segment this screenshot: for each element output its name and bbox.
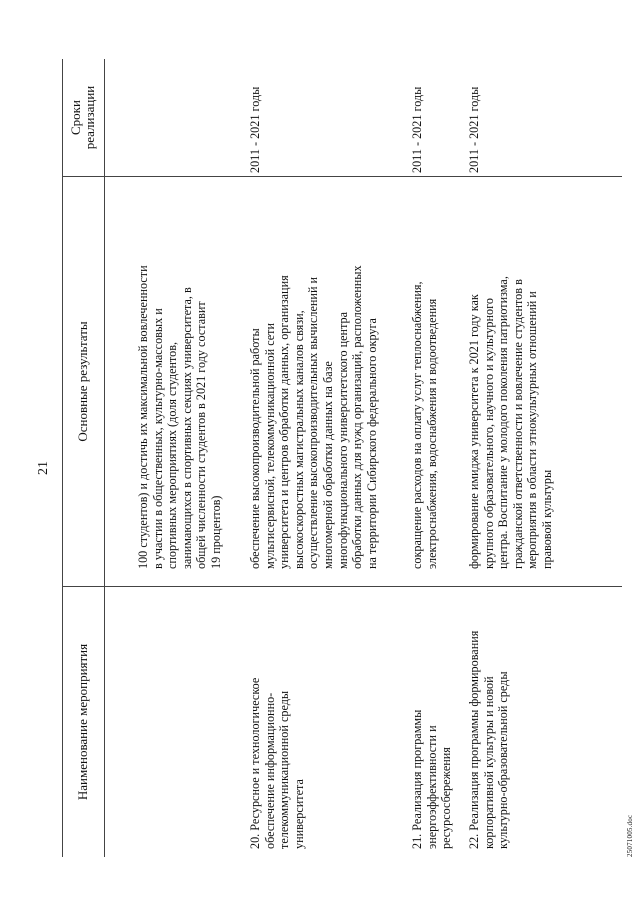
header-results: Основные результаты — [75, 321, 90, 442]
table-rule-header — [104, 59, 105, 857]
header-period: Сроки реализации — [68, 85, 97, 150]
header-activity: Наименование мероприятия — [75, 643, 90, 801]
row4-period: 2011 - 2021 годы — [467, 86, 481, 173]
table-rule-col1 — [62, 586, 622, 587]
activities-table — [62, 59, 622, 857]
table-rule-col2 — [62, 176, 622, 177]
row3-period: 2011 - 2021 годы — [410, 86, 424, 173]
row2-results: обеспечение высокопроизводительной работы мультисервисной, телекоммуникационной сети университета и центров обработки данных, организация высокоскоростных магистральных каналов связи, осуществление высокопроизводительных вычислений и многомерной обработки данных на базе многофункционального университетского центра обработки данных для нужд организаций, расположенных на территории Сибирского федерального округа — [248, 265, 379, 569]
page-number: 21 — [36, 461, 51, 475]
document-filename: 25071005.doc — [626, 814, 634, 857]
table-rule-top — [62, 59, 63, 857]
row2-period: 2011 - 2021 годы — [248, 86, 262, 173]
row2-activity: 20. Ресурсное и технологическое обеспечение информационно- телекоммуникационной среды университета — [248, 677, 306, 849]
row4-results: формирование имиджа университета к 2021 году как крупного образовательного, научного и культурного центра. Воспитание у молодого поколения патриотизма, гражданской ответственности и вовлечение студентов в мероприятия в области этнокультурных отношений и правовой культуры — [467, 276, 554, 569]
row4-activity: 22. Реализация программы формирования корпоративной культуры и новой культурно-образовательной среды — [467, 630, 511, 849]
row3-results: сокращение расходов на оплату услуг теплоснабжения, электроснабжения, водоснабжения и водоотведения — [410, 281, 439, 569]
row1-results: 100 студентов) и достичь их максимальной вовлеченности в участии в общественных, культурно-массовых и спортивных мероприятиях (доля студентов, занимающихся в спортивных секциях университета, в общей численности студентов в 2021 году составит 19 процентов) — [136, 265, 223, 569]
row3-activity: 21. Реализация программы энергоэффективности и ресурсосбережения — [410, 709, 454, 849]
